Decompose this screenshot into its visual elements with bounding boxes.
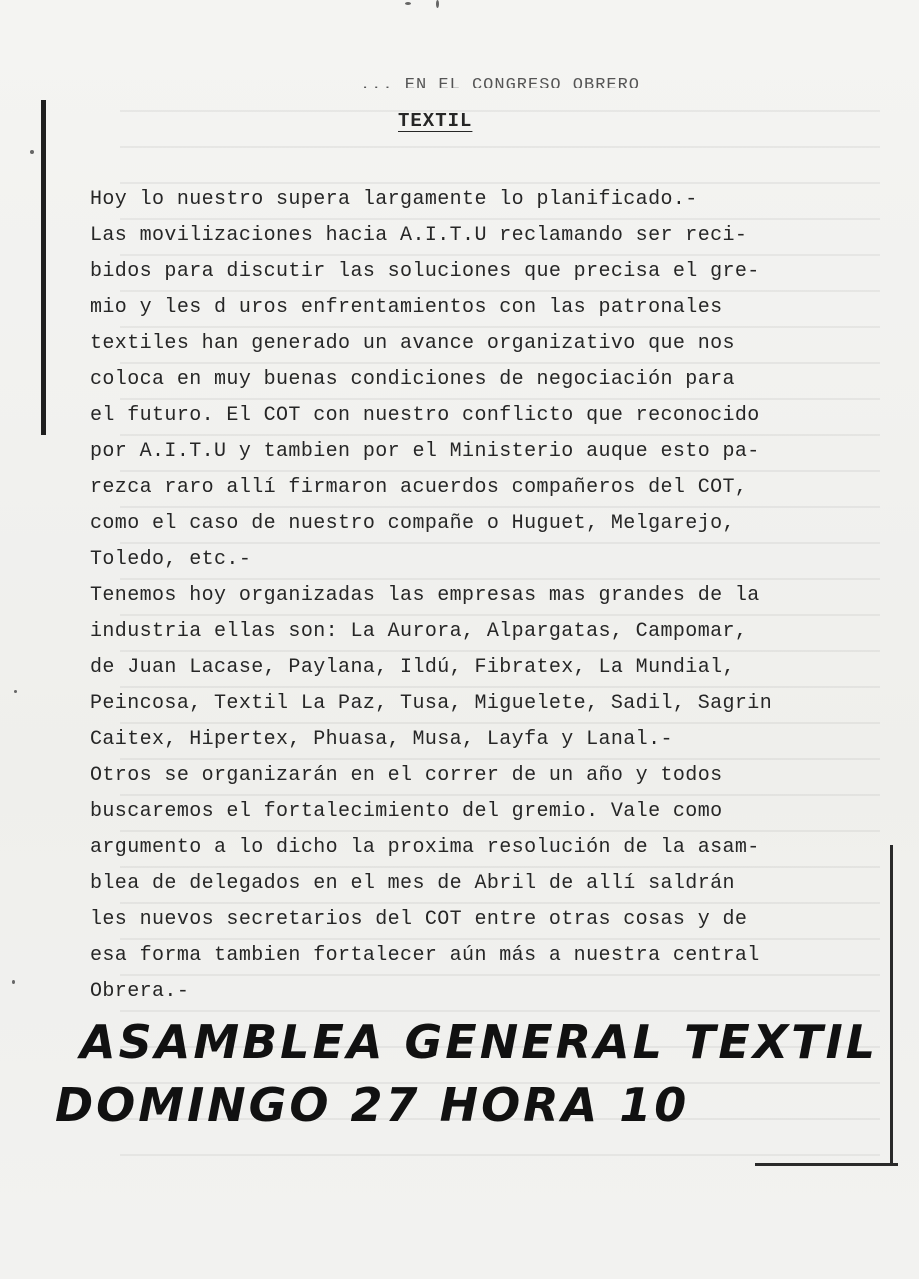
text-line: buscaremos el fortalecimiento del gremio. Vale como (90, 800, 723, 823)
ink-speck (436, 0, 439, 8)
text-line: Las movilizaciones hacia A.I.T.U reclamando ser reci- (90, 224, 748, 247)
text-line: les nuevos secretarios del COT entre otras cosas y de (90, 908, 748, 931)
document-title: TEXTIL (398, 110, 473, 132)
header-fragment: ... EN EL CONGRESO OBRERO (359, 76, 641, 88)
ink-speck (405, 2, 411, 5)
text-line: por A.I.T.U y tambien por el Ministerio auque esto pa- (90, 440, 760, 463)
left-margin-line (41, 100, 46, 435)
typed-body (90, 182, 900, 1010)
text-line: bidos para discutir las soluciones que precisa el gre- (90, 260, 760, 283)
text-line: Peincosa, Textil La Paz, Tusa, Miguelete, Sadil, Sagrin (90, 692, 773, 715)
ink-speck (12, 980, 15, 984)
text-line: Tenemos hoy organizadas las empresas mas grandes de la (90, 584, 760, 607)
text-line: Obrera.- (90, 980, 190, 1003)
text-line: Otros se organizarán en el correr de un año y todos (90, 764, 723, 787)
text-line: industria ellas son: La Aurora, Alpargatas, Campomar, (90, 620, 748, 643)
text-line: Toledo, etc.- (90, 548, 252, 571)
text-line: coloca en muy buenas condiciones de negociación para (90, 368, 735, 391)
text-line: de Juan Lacase, Paylana, Ildú, Fibratex, La Mundial, (90, 656, 735, 679)
ink-speck (30, 150, 34, 154)
text-line: rezca raro allí firmaron acuerdos compañeros del COT, (90, 476, 748, 499)
ink-speck (14, 690, 17, 693)
text-line: esa forma tambien fortalecer aún más a nuestra central (90, 944, 760, 967)
text-line: mio y les d uros enfrentamientos con las patronales (90, 296, 723, 319)
text-line: Hoy lo nuestro supera largamente lo planificado.- (90, 188, 698, 211)
text-line: Caitex, Hipertex, Phuasa, Musa, Layfa y Lanal.- (90, 728, 673, 751)
text-line: blea de delegados en el mes de Abril de allí saldrán (90, 872, 735, 895)
handwritten-date-line: DOMINGO 27 HORA 10 (55, 1078, 690, 1132)
text-line: argumento a lo dicho la proxima resolución de la asam- (90, 836, 760, 859)
text-line: como el caso de nuestro compañe o Huguet, Melgarejo, (90, 512, 735, 535)
text-line: el futuro. El COT con nuestro conflicto que reconocido (90, 404, 760, 427)
bottom-corner-line (755, 1163, 898, 1166)
text-line: textiles han generado un avance organizativo que nos (90, 332, 735, 355)
handwritten-assembly-line: ASAMBLEA GENERAL TEXTIL (80, 1015, 879, 1069)
